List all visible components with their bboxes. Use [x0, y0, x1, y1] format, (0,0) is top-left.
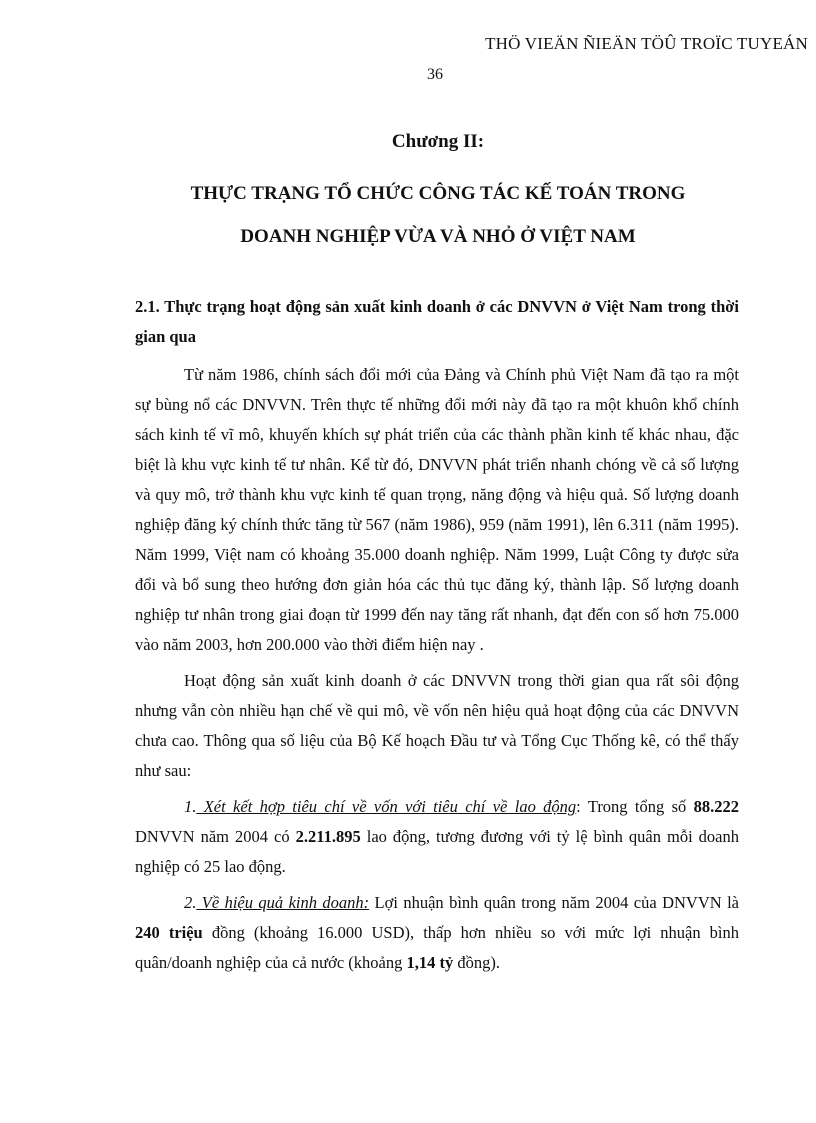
- list-item-capital-labor: [135, 792, 739, 882]
- running-header: THÖ VIEÄN ÑIEÄN TÖÛ TROÏC TUYEÁN: [485, 34, 808, 53]
- item-number: 2.: [184, 893, 197, 912]
- chapter-title-line-1: THỰC TRẠNG TỔ CHỨC CÔNG TÁC KẾ TOÁN TRONG: [190, 183, 686, 204]
- body-text: [135, 360, 739, 984]
- item-text: DNVVN năm 2004 có: [135, 827, 296, 846]
- item-text: Trong tổng số: [580, 797, 694, 816]
- chapter-title-line-2: DOANH NGHIỆP VỪA VÀ NHỎ Ở VIỆT NAM: [240, 226, 636, 247]
- item-label: Về hiệu quả kinh doanh:: [196, 893, 370, 912]
- item-label: Xét kết hợp tiêu chí về vốn với tiêu chí về lao động: [196, 797, 577, 816]
- item-bold-value: 2.211.895: [295, 827, 361, 846]
- item-text: đồng).: [453, 953, 500, 972]
- item-text: đồng (khoảng 16.000 USD), thấp hơn nhiều so với mức lợi nhuận bình quân/doanh nghiệp của cả nước (khoảng: [135, 923, 739, 972]
- item-number: 1.: [184, 797, 197, 816]
- item-bold-value: 1,14 tỷ: [406, 953, 454, 972]
- section-heading: 2.1. Thực trạng hoạt động sản xuất kinh doanh ở các DNVVN ở Việt Nam trong thời gian qua: [135, 297, 739, 346]
- paragraph-2: Hoạt động sản xuất kinh doanh ở các DNVVN trong thời gian qua rất sôi động nhưng vẫn còn nhiều hạn chế về qui mô, về vốn nên hiệu quả hoạt động của các DNVVN chưa cao. Thông qua số liệu của Bộ Kế hoạch Đầu tư và Tổng Cục Thống kê, có thể thấy như sau:: [135, 671, 739, 780]
- chapter-label: Chương II:: [391, 131, 485, 152]
- list-item-business-efficiency: [135, 888, 739, 978]
- item-text: lao động, tương đương với tỷ lệ bình quân mỗi doanh nghiệp có 25 lao động.: [135, 827, 740, 876]
- chapter-title: [135, 172, 741, 258]
- item-bold-value: 88.222: [693, 797, 739, 816]
- paragraph-1: Từ năm 1986, chính sách đổi mới của Đảng và Chính phủ Việt Nam đã tạo ra một sự bùng nổ các DNVVN. Trên thực tế những đổi mới này đã tạo ra một khuôn khổ chính sách kinh tế vĩ mô, khuyến khích sự phát triển của các thành phần kinh tế khác nhau, đặc biệt là khu vực kinh tế tư nhân. Kể từ đó, DNVVN phát triển nhanh chóng về cả số lượng và quy mô, trở thành khu vực kinh tế quan trọng, năng động và hiệu quả. Số lượng doanh nghiệp đăng ký chính thức tăng từ 567 (năm 1986), 959 (năm 1991), lên 6.311 (năm 1995). Năm 1999, Việt nam có khoảng 35.000 doanh nghiệp. Năm 1999, Luật Công ty được sửa đổi và bổ sung theo hướng đơn giản hóa các thủ tục đăng ký, thành lập. Số lượng doanh nghiệp tư nhân trong giai đoạn từ 1999 đến nay tăng rất nhanh, đạt đến con số hơn 75.000 vào năm 2003, hơn 200.000 vào thời điểm hiện nay .: [135, 365, 739, 654]
- item-text: Lợi nhuận bình quân trong năm 2004 của DNVVN là: [369, 893, 739, 912]
- item-colon: :: [576, 797, 581, 816]
- item-bold-value: 240 triệu: [135, 923, 203, 942]
- page-number: 36: [427, 66, 443, 83]
